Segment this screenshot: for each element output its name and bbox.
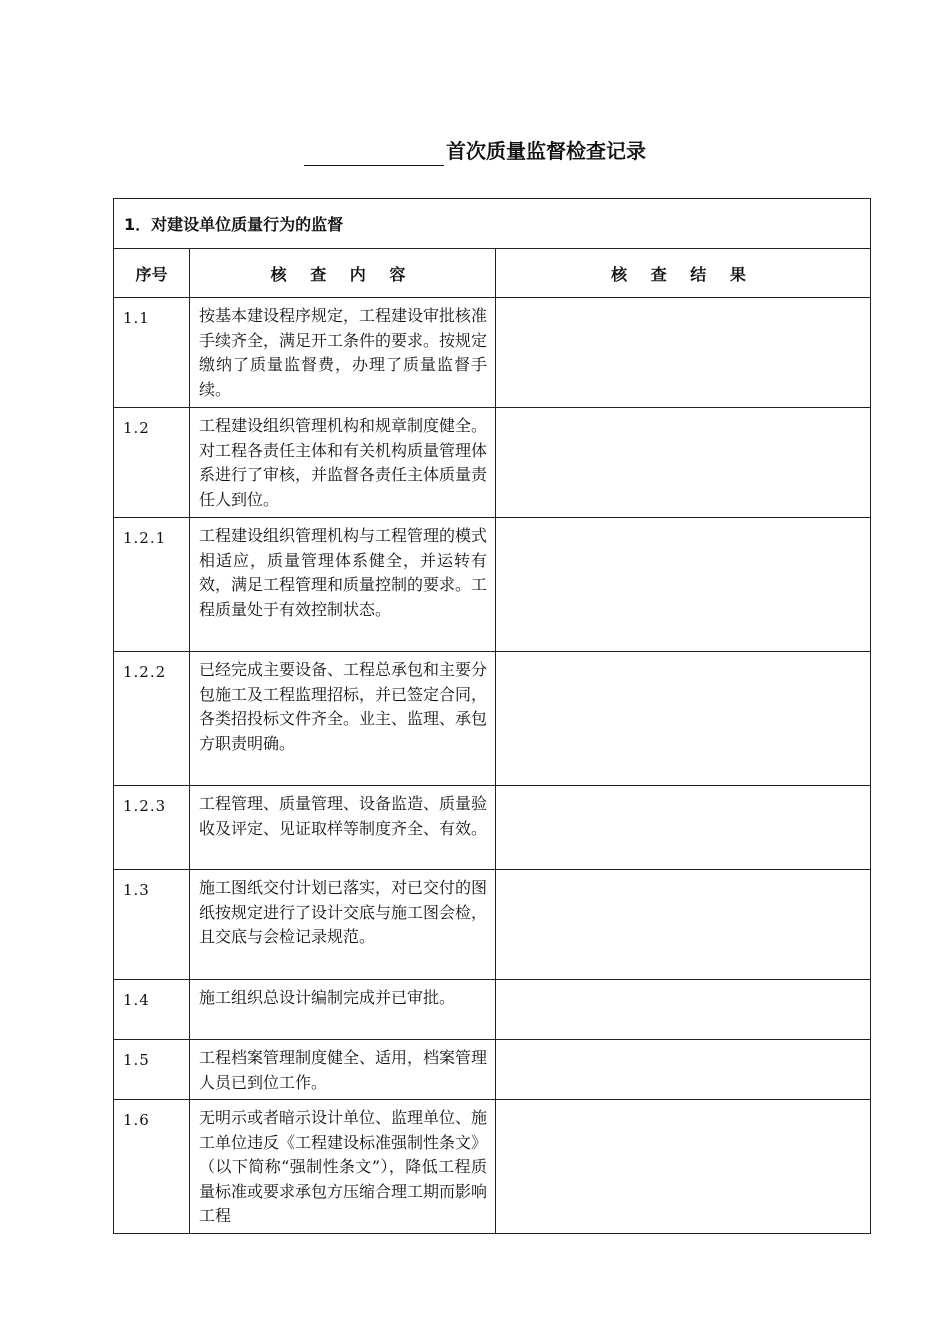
table-row xyxy=(114,980,871,1040)
row-result-cell[interactable] xyxy=(496,786,871,870)
row-result-cell[interactable] xyxy=(496,1100,871,1234)
header-result: 核 查 结 果 xyxy=(496,249,871,298)
table-row xyxy=(114,518,871,652)
row-number: 1.2.3 xyxy=(114,786,190,870)
row-result-cell[interactable] xyxy=(496,870,871,980)
row-number: 1.1 xyxy=(114,298,190,408)
table-row xyxy=(114,1040,871,1100)
row-number: 1.5 xyxy=(114,1040,190,1100)
table-row xyxy=(114,652,871,786)
row-result-cell[interactable] xyxy=(496,518,871,652)
row-result-cell[interactable] xyxy=(496,298,871,408)
header-content: 核 查 内 容 xyxy=(190,249,496,298)
row-number: 1.2.2 xyxy=(114,652,190,786)
row-number: 1.2.1 xyxy=(114,518,190,652)
row-content: 工程建设组织管理机构和规章制度健全。对工程各责任主体和有关机构质量管理体系进行了审核，并监督各责任主体质量责任人到位。 xyxy=(190,408,496,518)
inspection-table xyxy=(113,198,871,1234)
section-heading: 1．对建设单位质量行为的监督 xyxy=(114,199,871,249)
row-content: 施工组织总设计编制完成并已审批。 xyxy=(190,980,496,1040)
header-row xyxy=(114,249,871,298)
row-number: 1.3 xyxy=(114,870,190,980)
page-title xyxy=(0,136,950,166)
section-row xyxy=(114,199,871,249)
row-content: 施工图纸交付计划已落实，对已交付的图纸按规定进行了设计交底与施工图会检，且交底与会检记录规范。 xyxy=(190,870,496,980)
header-no: 序号 xyxy=(114,249,190,298)
row-number: 1.6 xyxy=(114,1100,190,1234)
row-content: 已经完成主要设备、工程总承包和主要分包施工及工程监理招标，并已签定合同，各类招投标文件齐全。业主、监理、承包方职责明确。 xyxy=(190,652,496,786)
row-result-cell[interactable] xyxy=(496,652,871,786)
project-name-blank[interactable] xyxy=(304,143,444,166)
row-content: 按基本建设程序规定，工程建设审批核准手续齐全，满足开工条件的要求。按规定缴纳了质量监督费，办理了质量监督手续。 xyxy=(190,298,496,408)
row-result-cell[interactable] xyxy=(496,1040,871,1100)
row-content: 工程档案管理制度健全、适用，档案管理人员已到位工作。 xyxy=(190,1040,496,1100)
table-row xyxy=(114,1100,871,1234)
row-content: 无明示或者暗示设计单位、监理单位、施工单位违反《工程建设标准强制性条文》（以下简称“强制性条文”），降低工程质量标准或要求承包方压缩合理工期而影响工程 xyxy=(190,1100,496,1234)
title-text: 首次质量监督检查记录 xyxy=(446,139,646,163)
table-row xyxy=(114,870,871,980)
table-row xyxy=(114,298,871,408)
table-row xyxy=(114,786,871,870)
row-content: 工程管理、质量管理、设备监造、质量验收及评定、见证取样等制度齐全、有效。 xyxy=(190,786,496,870)
table-row xyxy=(114,408,871,518)
row-number: 1.4 xyxy=(114,980,190,1040)
row-content: 工程建设组织管理机构与工程管理的模式相适应，质量管理体系健全，并运转有效，满足工程管理和质量控制的要求。工程质量处于有效控制状态。 xyxy=(190,518,496,652)
row-result-cell[interactable] xyxy=(496,980,871,1040)
row-number: 1.2 xyxy=(114,408,190,518)
row-result-cell[interactable] xyxy=(496,408,871,518)
